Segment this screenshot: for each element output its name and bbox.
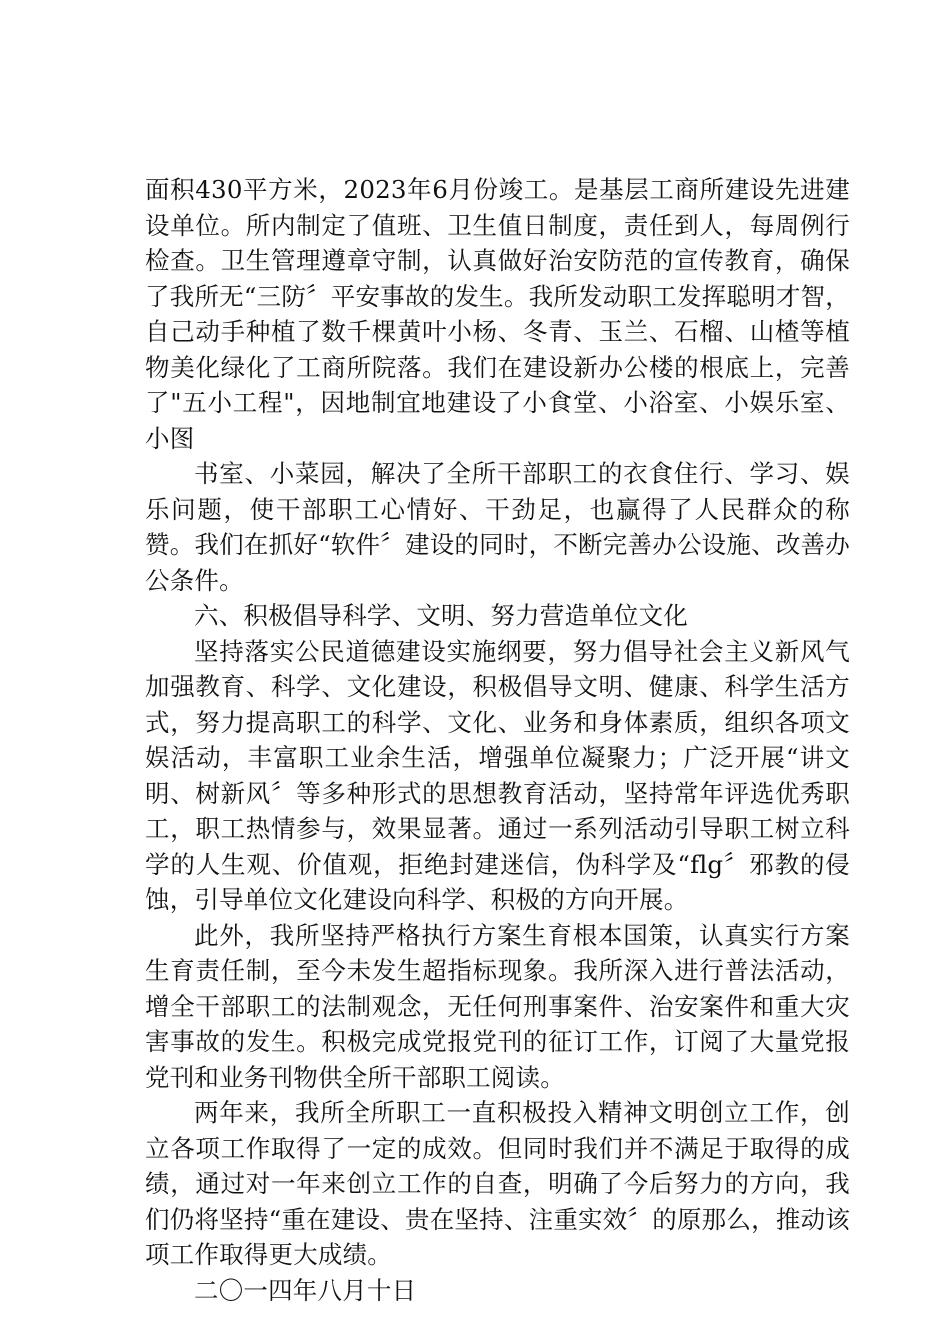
paragraph-summary: 两年来，我所全所职工一直积极投入精神文明创立工作，创立各项工作取得了一定的成效。但同时我们并不满足于取得的成绩，通过对一年来创立工作的自查，明确了今后努力的方向，我们仍将坚持“重在建设、贵在坚持、注重实效〞的原那么，推动该项工作取得更大成绩。 bbox=[145, 1098, 850, 1269]
paragraph-culture: 坚持落实公民道德建设实施纲要，努力倡导社会主义新风气加强教育、科学、文化建设，积极倡导文明、健康、科学生活方式，努力提高职工的科学、文化、业务和身体素质，组织各项文娱活动，丰富职工业余生活，增强单位凝聚力；广泛开展“讲文明、树新风〞等多种形式的思想教育活动，坚持常年评选优秀职工，职工热情参与，效果显著。通过一系列活动引导职工树立科学的人生观、价值观，拒绝封建迷信，伪科学及“flg〞邪教的侵蚀，引导单位文化建设向科学、积极的方向开展。 bbox=[145, 636, 850, 914]
paragraph-continuation: 面积430平方米，2023年6月份竣工。是基层工商所建设先进建设单位。所内制定了值班、卫生值日制度，责任到人，每周例行检查。卫生管理遵章守制，认真做好治安防范的宣传教育，确保了我所无“三防〞平安事故的发生。我所发动职工发挥聪明才智，自己动手种植了数千棵黄叶小杨、冬青、玉兰、石榴、山楂等植物美化绿化了工商所院落。我们在建设新办公楼的根底上，完善了"五小工程"，因地制宜地建设了小食堂、小浴室、小娱乐室、小图 bbox=[145, 175, 850, 453]
document-body bbox=[145, 172, 850, 1308]
paragraph-facilities: 书室、小菜园，解决了全所干部职工的衣食住行、学习、娱乐问题，使干部职工心情好、干劲足，也赢得了人民群众的称赞。我们在抓好“软件〞建设的同时，不断完善办公设施、改善办公条件。 bbox=[145, 459, 850, 595]
section-heading: 六、积极倡导科学、文明、努力营造单位文化 bbox=[194, 601, 688, 630]
document-date: 二〇一四年八月十日 bbox=[194, 1275, 417, 1305]
paragraph-policy: 此外，我所坚持严格执行方案生育根本国策，认真实行方案生育责任制，至今未发生超指标现象。我所深入进行普法活动，增全干部职工的法制观念，无任何刑事案件、治安案件和重大灾害事故的发生。积极完成党报党刊的征订工作，订阅了大量党报党刊和业务刊物供全所干部职工阅读。 bbox=[145, 920, 850, 1092]
